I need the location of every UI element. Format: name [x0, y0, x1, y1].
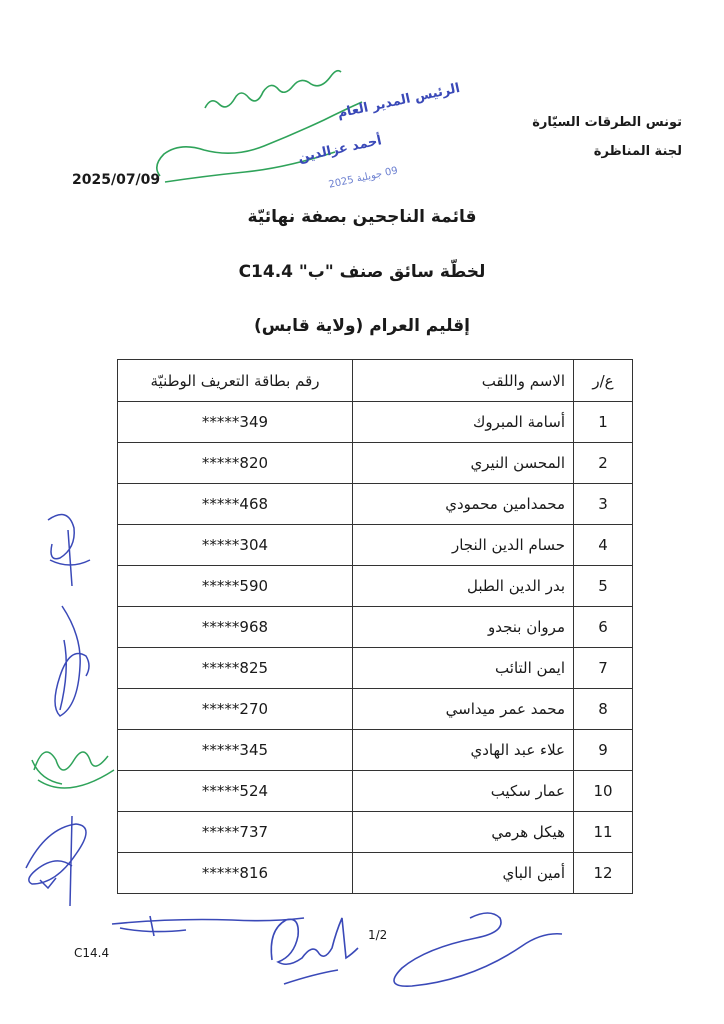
document-subtitle-position: لخطّة سائق صنف "ب" C14.4 [238, 262, 486, 282]
margin-signature-blue-bottom [26, 816, 86, 906]
stamp-title: الرئيس المدير العام [336, 80, 462, 122]
row-number: 1 [574, 402, 633, 443]
row-name: محمد عمر ميداسي [353, 689, 574, 730]
stamp-date: 09 جويلية 2025 [327, 165, 399, 191]
organization-name: تونس الطرقات السيّارة [532, 115, 682, 130]
row-number: 2 [574, 443, 633, 484]
row-name: المحسن النيري [353, 443, 574, 484]
row-id-number: *****825 [118, 648, 353, 689]
row-id-number: *****968 [118, 607, 353, 648]
row-id-number: *****345 [118, 730, 353, 771]
document-title: قائمة الناجحين بصفة نهائيّة [247, 207, 477, 227]
row-id-number: *****820 [118, 443, 353, 484]
green-handwritten-note [157, 71, 362, 182]
row-id-number: *****468 [118, 484, 353, 525]
row-number: 8 [574, 689, 633, 730]
row-id-number: *****816 [118, 853, 353, 894]
row-id-number: *****590 [118, 566, 353, 607]
margin-signatures [48, 515, 90, 716]
header-number: ع/ر [574, 360, 633, 402]
row-id-number: *****524 [118, 771, 353, 812]
page-number: 1/2 [368, 928, 388, 942]
row-name: علاء عبد الهادي [353, 730, 574, 771]
margin-signature-green [32, 752, 114, 788]
row-number: 11 [574, 812, 633, 853]
row-id-number: *****349 [118, 402, 353, 443]
row-number: 3 [574, 484, 633, 525]
row-name: عمار سكيب [353, 771, 574, 812]
row-number: 12 [574, 853, 633, 894]
document-code: C14.4 [74, 946, 110, 960]
document-date: 2025/07/09 [72, 172, 161, 188]
row-id-number: *****304 [118, 525, 353, 566]
row-name: أمين الباي [353, 853, 574, 894]
row-name: أسامة المبروك [353, 402, 574, 443]
row-name: ايمن التائب [353, 648, 574, 689]
row-number: 4 [574, 525, 633, 566]
row-id-number: *****737 [118, 812, 353, 853]
row-name: محمدامين محمودي [353, 484, 574, 525]
row-number: 7 [574, 648, 633, 689]
row-name: مروان بنجدو [353, 607, 574, 648]
header-name: الاسم واللقب [353, 360, 574, 402]
row-number: 9 [574, 730, 633, 771]
row-id-number: *****270 [118, 689, 353, 730]
row-number: 10 [574, 771, 633, 812]
stamp-name: أحمد عزالدين [296, 133, 384, 166]
document-subtitle-region: إقليم العرام (ولاية قابس) [254, 316, 470, 336]
committee-name: لجنة المناظرة [593, 144, 682, 159]
row-name: بدر الدين الطبل [353, 566, 574, 607]
row-name: حسام الدين النجار [353, 525, 574, 566]
bottom-signatures [112, 913, 562, 986]
header-id: رقم بطاقة التعريف الوطنيّة [118, 360, 353, 402]
row-number: 6 [574, 607, 633, 648]
row-name: هيكل هرمي [353, 812, 574, 853]
stamp [296, 81, 461, 191]
row-number: 5 [574, 566, 633, 607]
